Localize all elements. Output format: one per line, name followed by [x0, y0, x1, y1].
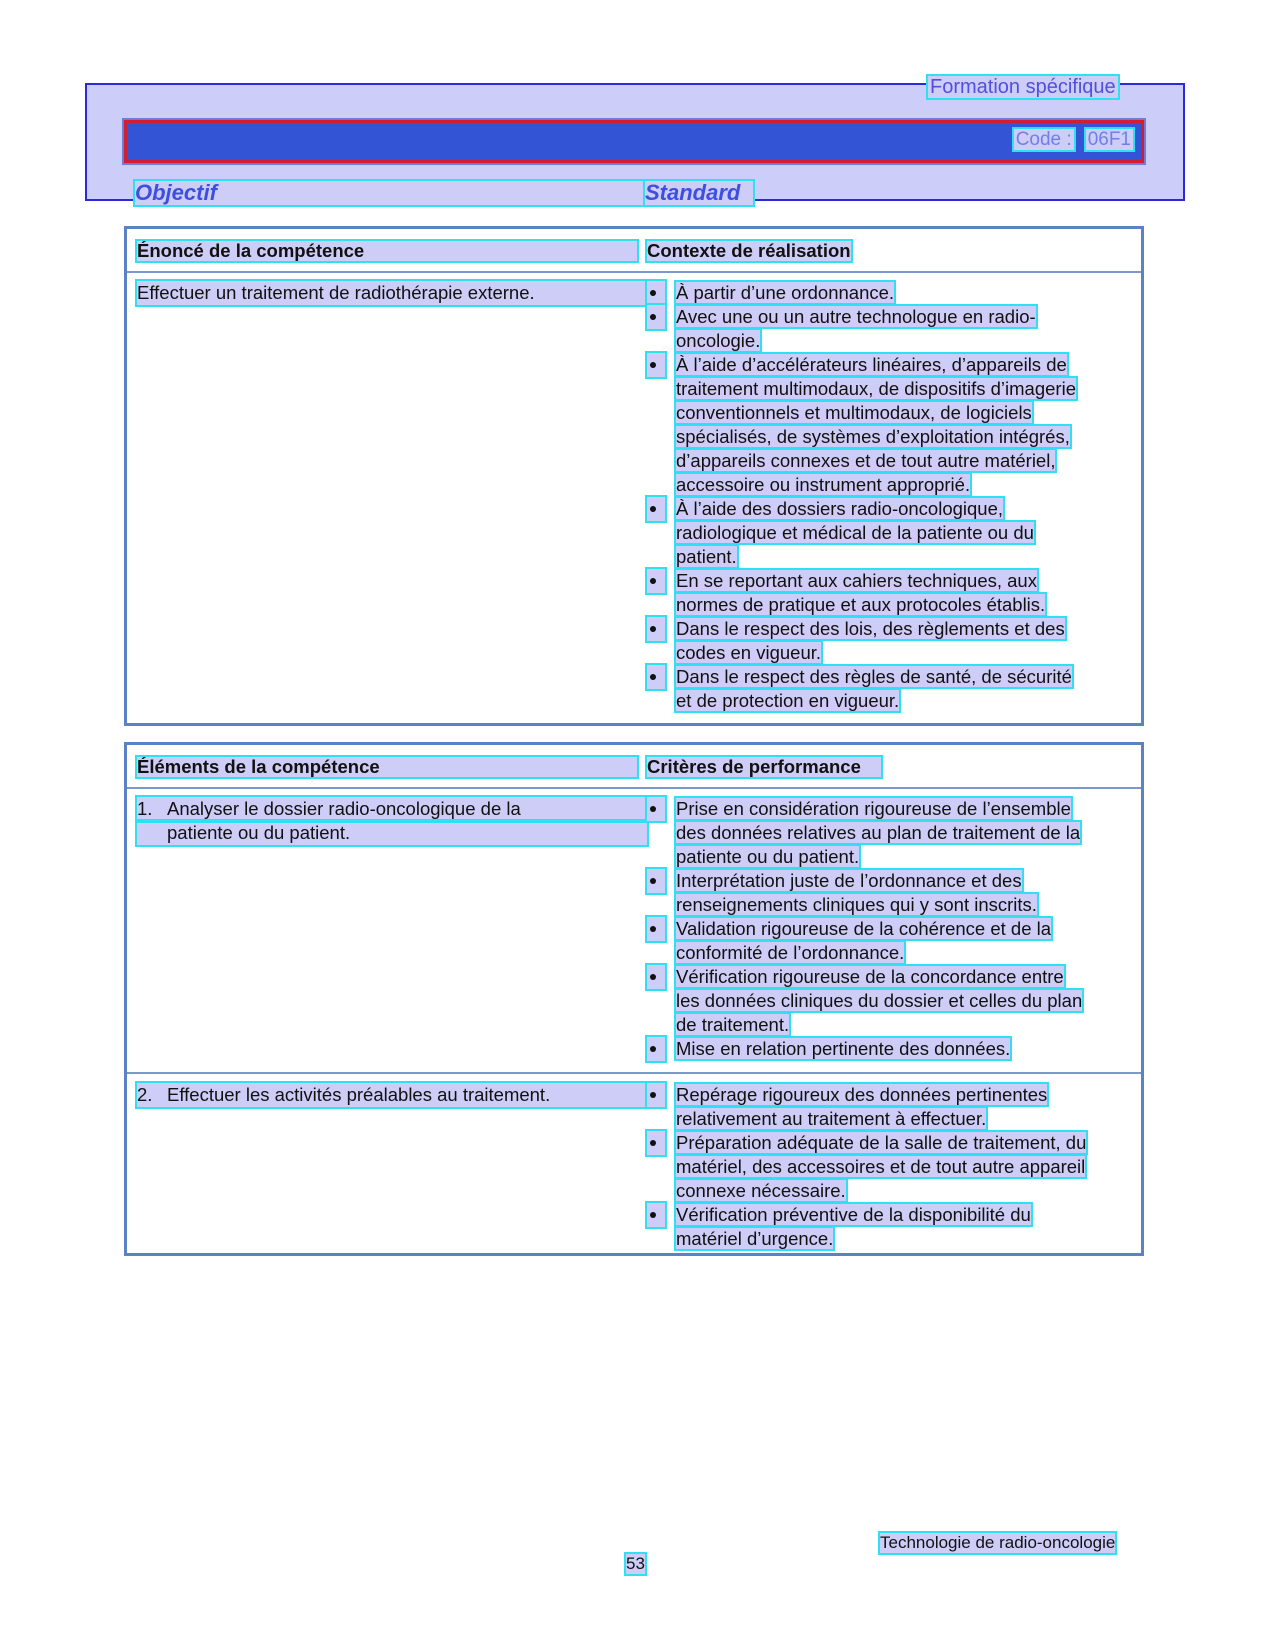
header-criteria: Critères de performance: [647, 757, 881, 777]
formation-label: Formation spécifique: [930, 76, 1116, 98]
table-header: [127, 745, 1141, 789]
page-number: 53: [626, 1554, 645, 1573]
competency-statement: Effectuer un traitement de radiothérapie externe.: [137, 281, 647, 305]
bullet-item: [646, 305, 1116, 353]
bullet-text: accessoire ou instrument approprié.: [676, 474, 971, 495]
bullet-text: Vérification préventive de la disponibilité du: [676, 1204, 1031, 1225]
bullet-icon: [647, 1131, 665, 1155]
bullet-text: Dans le respect des lois, des règlements et des: [676, 618, 1065, 639]
element-1: [137, 797, 647, 845]
element-line: [137, 797, 647, 821]
bullet-icon: [647, 665, 665, 689]
standard-title: Standard: [645, 181, 753, 205]
code-bar: [124, 120, 1144, 163]
bullet-icon: [647, 353, 665, 377]
bullet-text: normes de pratique et aux protocoles établis.: [676, 594, 1046, 615]
bullet-icon: [647, 305, 665, 329]
bullet-text: Préparation adéquate de la salle de traitement, du: [676, 1132, 1087, 1153]
element-line: [137, 1083, 647, 1107]
bullet-icon: [647, 1083, 665, 1107]
bullet-text: matériel d’urgence.: [676, 1228, 834, 1249]
bullet-text: d’appareils connexes et de tout autre matériel,: [676, 450, 1056, 471]
element-number: 2.: [137, 1084, 153, 1105]
bullet-text: traitement multimodaux, de dispositifs d’imagerie: [676, 378, 1076, 399]
bullet-text: renseignements cliniques qui y sont inscrits.: [676, 894, 1037, 915]
element-text: patiente ou du patient.: [167, 822, 351, 843]
bullet-icon: [647, 617, 665, 641]
bullet-item: [646, 497, 1116, 569]
competency-elements-table: [124, 742, 1144, 1256]
bullet-item: [646, 1083, 1116, 1131]
bullet-text: En se reportant aux cahiers techniques, aux: [676, 570, 1037, 591]
criteria-list-2: [646, 1083, 1116, 1251]
bullet-item: [646, 353, 1116, 497]
element-number: 1.: [137, 798, 153, 819]
bullet-icon: [647, 965, 665, 989]
bullet-text: patiente ou du patient.: [676, 846, 860, 867]
bullet-icon: [647, 1203, 665, 1227]
objectif-title: Objectif: [135, 181, 645, 205]
code-value: 06F1: [1087, 129, 1131, 150]
bullet-icon: [647, 497, 665, 521]
bullet-text: oncologie.: [676, 330, 761, 351]
bullet-text: conventionnels et multimodaux, de logiciels: [676, 402, 1032, 423]
bullet-text: Dans le respect des règles de santé, de sécurité: [676, 666, 1072, 687]
header-statement: Énoncé de la compétence: [137, 241, 637, 261]
bullet-item: [646, 665, 1116, 713]
footer-program: Technologie de radio-oncologie: [880, 1533, 1116, 1552]
element-text: Effectuer les activités préalables au traitement.: [167, 1084, 551, 1105]
element-2: [137, 1083, 647, 1107]
bullet-item: [646, 917, 1116, 965]
bullet-text: Avec une ou un autre technologue en radio-: [676, 306, 1036, 327]
bullet-item: [646, 869, 1116, 917]
bullet-text: relativement au traitement à effectuer.: [676, 1108, 987, 1129]
table-header: [127, 229, 1141, 273]
competency-statement-table: [124, 226, 1144, 726]
bullet-text: Repérage rigoureux des données pertinentes: [676, 1084, 1048, 1105]
bullet-text: codes en vigueur.: [676, 642, 822, 663]
competency-code: [1014, 129, 1133, 151]
row-divider: [127, 1072, 1141, 1074]
bullet-item: [646, 1037, 1116, 1061]
bullet-icon: [647, 869, 665, 893]
bullet-text: spécialisés, de systèmes d’exploitation intégrés,: [676, 426, 1070, 447]
bullet-text: des données relatives au plan de traitement de la: [676, 822, 1081, 843]
bullet-icon: [647, 917, 665, 941]
bullet-text: À l’aide d’accélérateurs linéaires, d’appareils de: [676, 354, 1067, 375]
bullet-text: et de protection en vigueur.: [676, 690, 900, 711]
header-elements: Éléments de la compétence: [137, 757, 637, 777]
bullet-item: [646, 1203, 1116, 1251]
bullet-item: [646, 965, 1116, 1037]
bullet-text: patient.: [676, 546, 737, 567]
bullet-text: Mise en relation pertinente des données.: [676, 1038, 1011, 1059]
bullet-text: À partir d’une ordonnance.: [676, 282, 895, 303]
bullet-item: [646, 617, 1116, 665]
code-label: Code :: [1015, 129, 1072, 150]
bullet-icon: [647, 1037, 665, 1061]
element-line: [137, 821, 647, 845]
bullet-text: de traitement.: [676, 1014, 790, 1035]
bullet-text: Vérification rigoureuse de la concordance entre: [676, 966, 1064, 987]
bullet-item: [646, 1131, 1116, 1203]
bullet-icon: [647, 797, 665, 821]
bullet-text: conformité de l’ordonnance.: [676, 942, 905, 963]
bullet-text: À l’aide des dossiers radio-oncologique,: [676, 498, 1004, 519]
bullet-text: matériel, des accessoires et de tout autre appareil: [676, 1156, 1086, 1177]
context-list: [646, 281, 1116, 713]
bullet-icon: [647, 281, 665, 305]
criteria-list-1: [646, 797, 1116, 1061]
bullet-item: [646, 797, 1116, 869]
element-text: Analyser le dossier radio-oncologique de la: [167, 798, 521, 819]
bullet-text: radiologique et médical de la patiente ou du: [676, 522, 1034, 543]
bullet-text: les données cliniques du dossier et celles du plan: [676, 990, 1083, 1011]
bullet-icon: [647, 569, 665, 593]
bullet-text: Prise en considération rigoureuse de l’ensemble: [676, 798, 1071, 819]
bullet-item: [646, 569, 1116, 617]
bullet-text: Validation rigoureuse de la cohérence et de la: [676, 918, 1052, 939]
bullet-text: Interprétation juste de l’ordonnance et des: [676, 870, 1022, 891]
header-context: Contexte de réalisation: [647, 240, 851, 261]
bullet-text: connexe nécessaire.: [676, 1180, 846, 1201]
bullet-item: [646, 281, 1116, 305]
